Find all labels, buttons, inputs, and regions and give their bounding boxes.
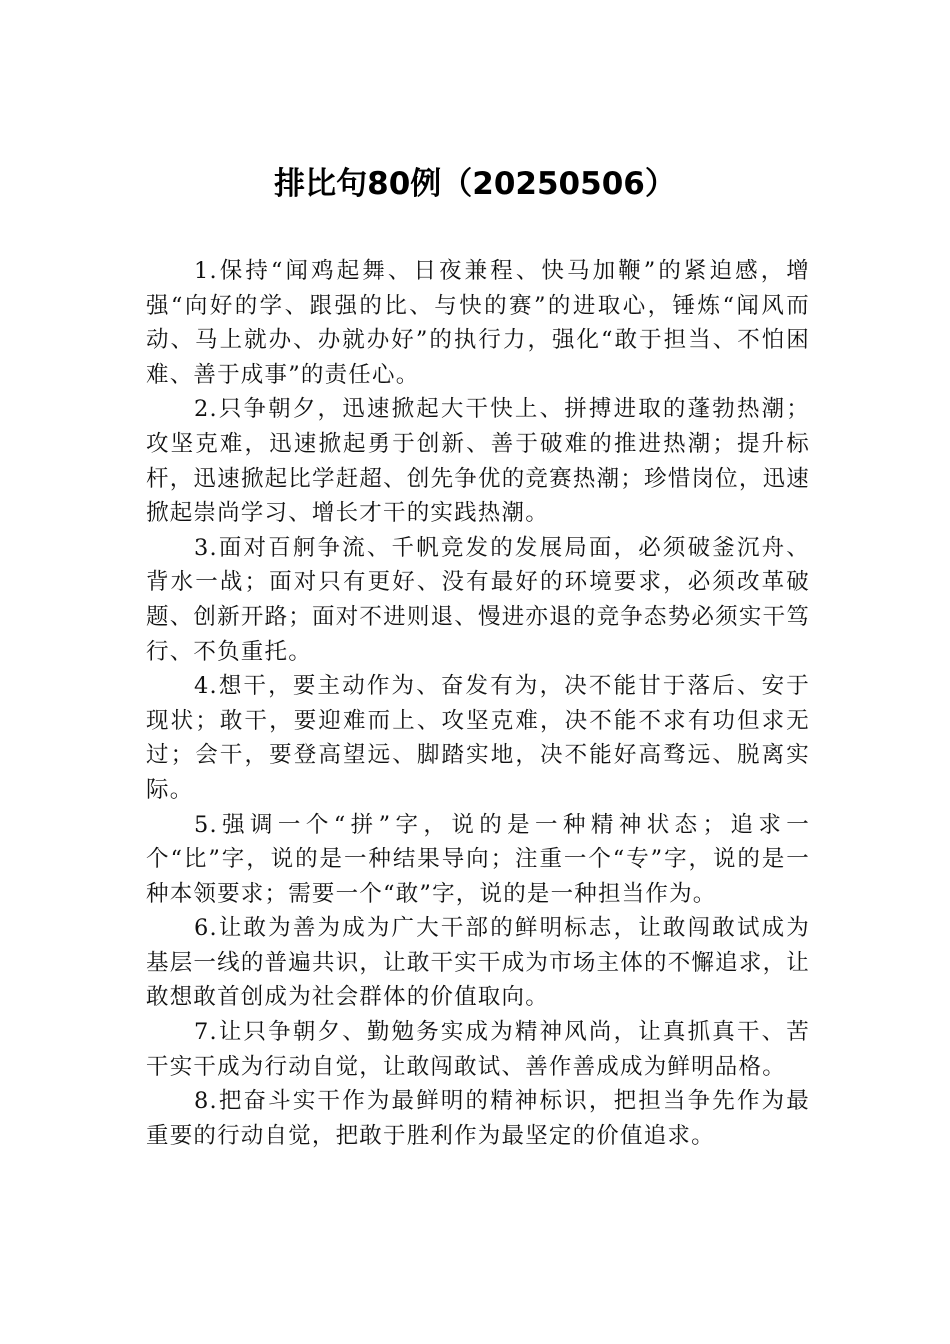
paragraph-2: 2.只争朝夕，迅速掀起大干快上、拼搏进取的蓬勃热潮；攻坚克难，迅速掀起勇于创新、善于破难的推进热潮；提升标杆，迅速掀起比学赶超、创先争优的竞赛热潮；珍惜岗位，迅速掀起崇尚学习、增长才干的实践热潮。 [146,396,810,527]
paragraph-1: 1.保持“闻鸡起舞、日夜兼程、快马加鞭”的紧迫感，增强“向好的学、跟强的比、与快的赛”的进取心，锤炼“闻风而动、马上就办、办就办好”的执行力，强化“敢于担当、不怕困难、善于成事”的责任心。 [146,258,810,388]
paragraph-8: 8.把奋斗实干作为最鲜明的精神标识，把担当争先作为最重要的行动自觉，把敢于胜利作为最坚定的价值追求。 [146,1088,810,1149]
paragraph-4: 4.想干，要主动作为、奋发有为，决不能甘于落后、安于现状；敢干，要迎难而上、攻坚克难，决不能不求有功但求无过；会干，要登高望远、脚踏实地，决不能好高骛远、脱离实际。 [146,673,810,803]
paragraph-5: 5.强调一个“拼”字，说的是一种精神状态；追求一个“比”字，说的是一种结果导向；注重一个“专”字，说的是一种本领要求；需要一个“敢”字，说的是一种担当作为。 [146,811,810,907]
paragraph-3: 3.面对百舸争流、千帆竞发的发展局面，必须破釜沉舟、背水一战；面对只有更好、没有最好的环境要求，必须改革破题、创新开路；面对不进则退、慢进亦退的竞争态势必须实干笃行、不负重托。 [146,534,810,665]
document-body [146,254,810,1153]
paragraph-7: 7.让只争朝夕、勤勉务实成为精神风尚，让真抓真干、苦干实干成为行动自觉，让敢闯敢试、善作善成成为鲜明品格。 [146,1019,810,1080]
paragraph-6: 6.让敢为善为成为广大干部的鲜明标志，让敢闯敢试成为基层一线的普遍共识，让敢干实干成为市场主体的不懈追求，让敢想敢首创成为社会群体的价值取向。 [146,915,810,1011]
document-title: 排比句80例（20250506） [274,166,676,202]
